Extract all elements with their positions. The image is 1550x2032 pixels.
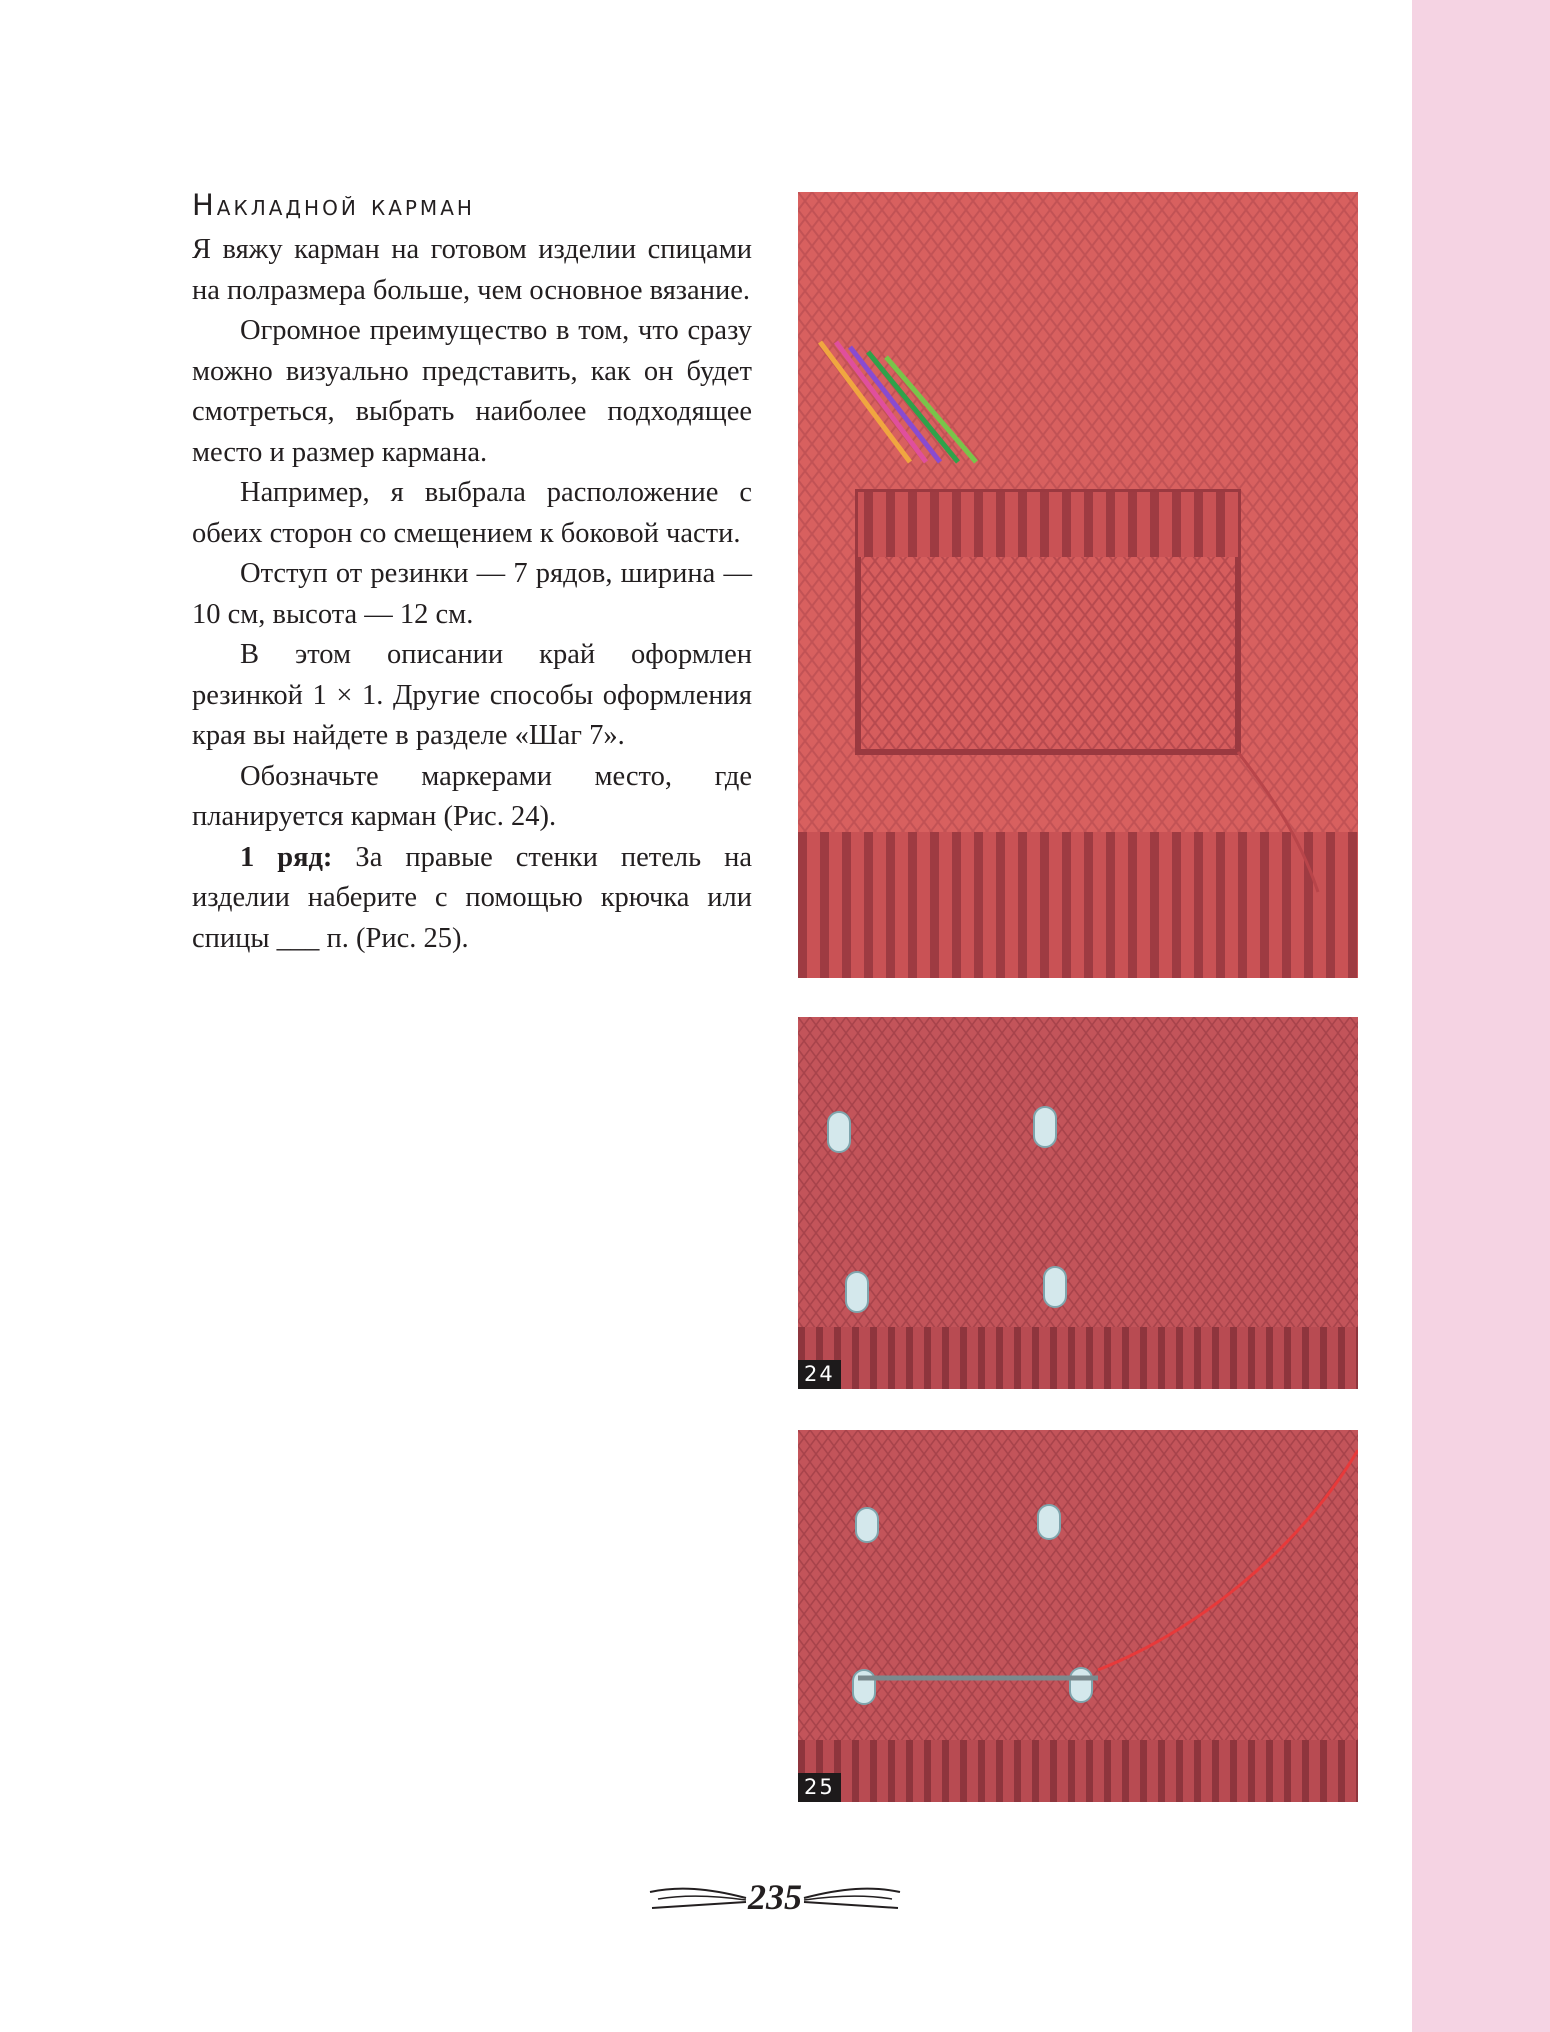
flourish-right-icon	[802, 1884, 902, 1914]
paragraph-4: Отступ от резинки — 7 рядов, ширина — 10 см, высота — 12 см.	[192, 558, 752, 630]
paragraph-1: Я вяжу карман на готовом изделии спицами на полразмера больше, чем основное вязание.	[192, 234, 752, 306]
page-number: 235	[748, 1877, 802, 1917]
section-heading: Накладной карман	[192, 188, 475, 222]
paragraph-6: Обозначьте маркерами место, где планируется карман (Рис. 24).	[192, 760, 752, 832]
photo-figure-25	[798, 1430, 1358, 1802]
body-text	[192, 230, 752, 959]
paragraph-3: Например, я выбрала расположение с обеих сторон со смещением к боковой части.	[192, 477, 752, 549]
paragraph-5: В этом описании край оформлен резинкой 1 × 1. Другие способы оформления края вы найдете в разделе «Шаг 7».	[192, 639, 752, 751]
paragraph-7	[192, 838, 752, 960]
photo-figure-24	[798, 1017, 1358, 1389]
page-number-block	[640, 1870, 910, 1930]
row-label: 1 ряд:	[240, 841, 333, 873]
side-color-strip	[1412, 0, 1550, 2032]
figure-24-label: 24	[798, 1360, 841, 1389]
photo-pocket-with-needles	[798, 192, 1358, 978]
row-instruction: За правые стенки петель на изделии наберите с помощью крючка или спицы ___ п. (Рис. 25).	[192, 841, 752, 954]
figure-25-label: 25	[798, 1773, 841, 1802]
paragraph-2: Огромное преимущество в том, что сразу можно визуально представить, как он будет смотреться, выбрать наиболее подходящее место и размер кармана.	[192, 315, 752, 468]
